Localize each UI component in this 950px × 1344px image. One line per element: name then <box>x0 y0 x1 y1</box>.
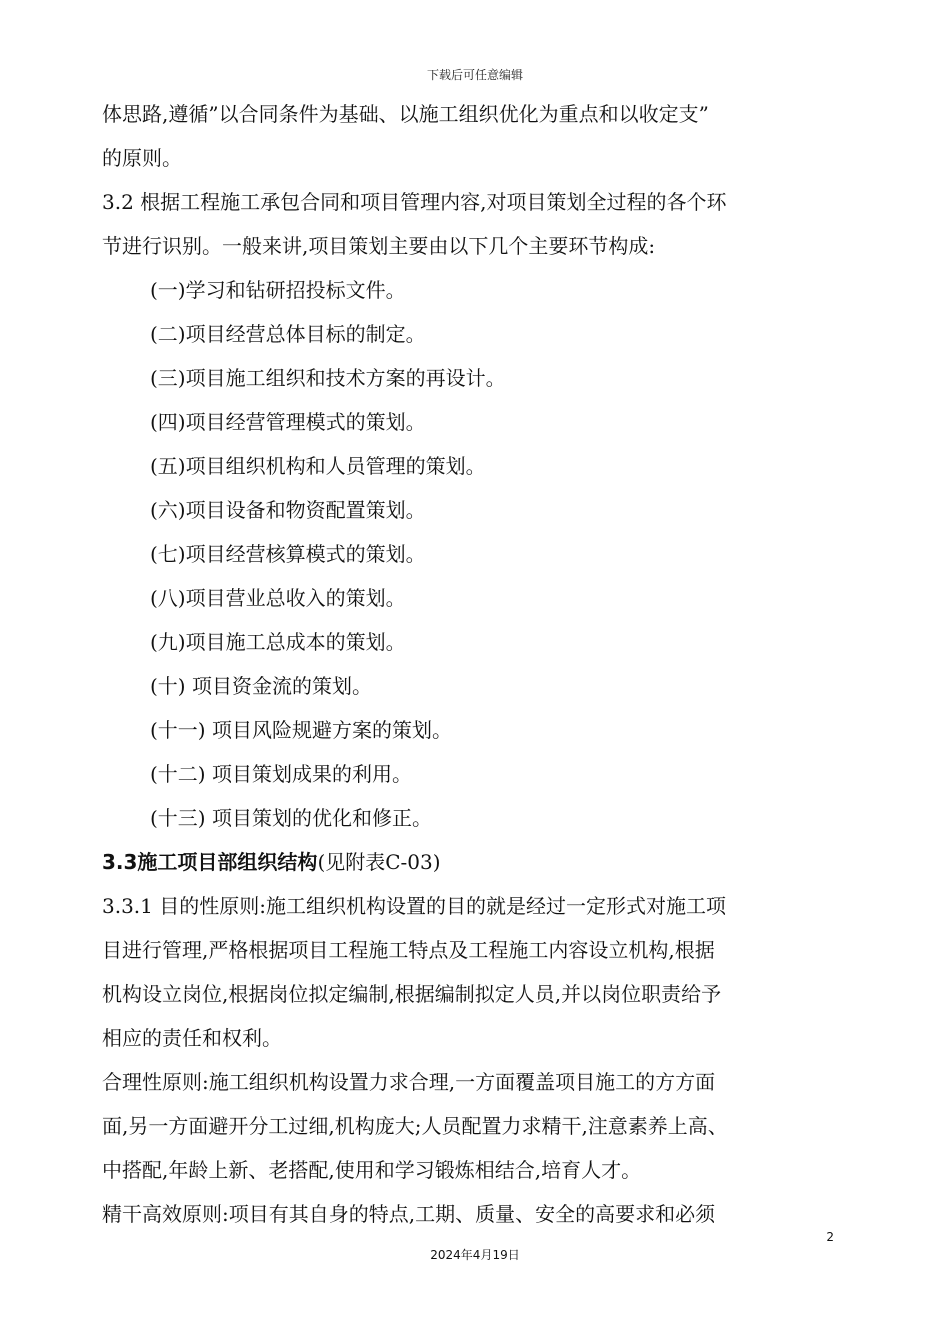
paragraph-line: 相应的责任和权利。 <box>102 1026 282 1050</box>
section-heading-ref: (见附表C-03) <box>317 850 441 874</box>
list-item: (三)项目施工组织和技术方案的再设计。 <box>150 366 506 390</box>
list-item: (一)学习和钻研招投标文件。 <box>150 278 406 302</box>
paragraph-line: 体思路,遵循”以合同条件为基础、以施工组织优化为重点和以收定支” <box>102 102 709 126</box>
paragraph-line: 的原则。 <box>102 146 182 170</box>
paragraph-line: 节进行识别。一般来讲,项目策划主要由以下几个主要环节构成: <box>102 234 656 258</box>
paragraph-line: 精干高效原则:项目有其自身的特点,工期、质量、安全的高要求和必须 <box>102 1202 716 1226</box>
paragraph-line: 3.2 根据工程施工承包合同和项目管理内容,对项目策划全过程的各个环 <box>102 190 727 214</box>
paragraph-line: 机构设立岗位,根据岗位拟定编制,根据编制拟定人员,并以岗位职责给予 <box>102 982 722 1006</box>
list-item: (十三) 项目策划的优化和修正。 <box>150 806 432 830</box>
list-item: (四)项目经营管理模式的策划。 <box>150 410 426 434</box>
page-header: 下载后可任意编辑 <box>426 68 523 82</box>
list-item: (六)项目设备和物资配置策划。 <box>150 498 426 522</box>
section-heading <box>102 840 842 884</box>
list-item: (十) 项目资金流的策划。 <box>150 674 372 698</box>
list-item: (十二) 项目策划成果的利用。 <box>150 762 412 786</box>
section-heading-bold: 3.3施工项目部组织结构 <box>102 850 318 874</box>
paragraph-line: 目进行管理,严格根据项目工程施工特点及工程施工内容设立机构,根据 <box>102 938 715 962</box>
page-number: 2 <box>826 1230 834 1244</box>
paragraph-line: 中搭配,年龄上新、老搭配,使用和学习锻炼相结合,培育人才。 <box>102 1158 642 1182</box>
paragraph-line: 3.3.1 目的性原则:施工组织机构设置的目的就是经过一定形式对施工项 <box>102 894 726 918</box>
document-body <box>102 92 842 1236</box>
list-item: (十一) 项目风险规避方案的策划。 <box>150 718 452 742</box>
list-item: (八)项目营业总收入的策划。 <box>150 586 406 610</box>
paragraph-line: 面,另一方面避开分工过细,机构庞大;人员配置力求精干,注意素养上高、 <box>102 1114 728 1138</box>
list-item: (九)项目施工总成本的策划。 <box>150 630 406 654</box>
list-item: (二)项目经营总体目标的制定。 <box>150 322 426 346</box>
page-footer-date: 2024年4月19日 <box>430 1248 520 1262</box>
list-item: (五)项目组织机构和人员管理的策划。 <box>150 454 486 478</box>
paragraph-line: 合理性原则:施工组织机构设置力求合理,一方面覆盖项目施工的方方面 <box>102 1070 716 1094</box>
list-item: (七)项目经营核算模式的策划。 <box>150 542 426 566</box>
